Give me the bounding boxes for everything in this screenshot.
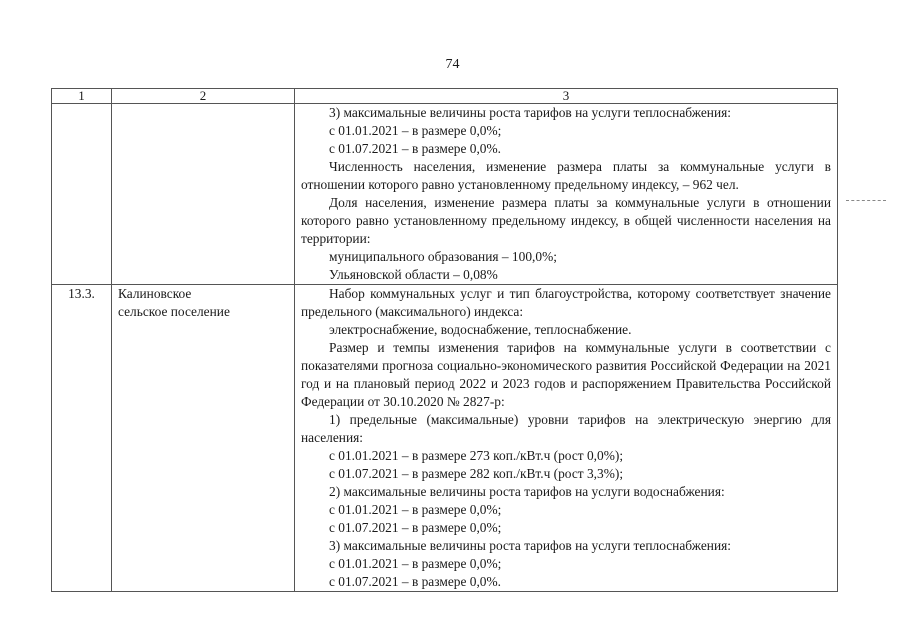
paragraph: с 01.07.2021 – в размере 0,0%; xyxy=(329,520,502,535)
tariff-table xyxy=(51,88,838,592)
table-row-continuation xyxy=(52,104,838,285)
column-header-3: 3 xyxy=(295,89,838,104)
paragraph: Размер и темпы изменения тарифов на коммунальные услуги в соответствии с показателями прогноза социально-экономического развития Российской Федерации на 2021 год и на плановый период 2022 и 2023 годов и распоряжением Правительства Российской Федерации от 30.10.2020 № 2827-р: xyxy=(301,340,831,409)
settlement-name-line: Калиновское xyxy=(118,286,192,301)
row-content xyxy=(295,285,838,592)
settlement-name xyxy=(112,285,295,592)
paragraph: 3) максимальные величины роста тарифов на услуги теплоснабжения: xyxy=(329,538,731,553)
table-header-row xyxy=(52,89,838,104)
paragraph: Набор коммунальных услуг и тип благоустройства, которому соответствует значение предельного (максимального) индекса: xyxy=(301,286,831,319)
paragraph: с 01.01.2021 – в размере 0,0%; xyxy=(329,502,502,517)
settlement-name-line: сельское поселение xyxy=(118,304,230,319)
row-number xyxy=(52,104,112,285)
paragraph: с 01.01.2021 – в размере 273 коп./кВт.ч (рост 0,0%); xyxy=(329,448,624,463)
column-header-2: 2 xyxy=(112,89,295,104)
paragraph: муниципального образования – 100,0%; xyxy=(329,249,557,264)
page-number: 74 xyxy=(445,57,460,72)
row-number: 13.3. xyxy=(52,285,112,592)
table-row-13-3 xyxy=(52,285,838,592)
paragraph: 3) максимальные величины роста тарифов на услуги теплоснабжения: xyxy=(329,105,731,120)
paragraph: Доля населения, изменение размера платы за коммунальные услуги в отношении которого равно установленному предельному индексу, в общей численности населения на территории: xyxy=(301,195,831,246)
column-header-1: 1 xyxy=(52,89,112,104)
paragraph: с 01.07.2021 – в размере 282 коп./кВт.ч (рост 3,3%); xyxy=(329,466,624,481)
paragraph: Численность населения, изменение размера платы за коммунальные услуги в отношении которого равно установленному предельному индексу, – 962 чел. xyxy=(301,159,831,192)
paragraph: с 01.01.2021 – в размере 0,0%; xyxy=(329,123,502,138)
paragraph: с 01.01.2021 – в размере 0,0%; xyxy=(329,556,502,571)
paragraph: 2) максимальные величины роста тарифов на услуги водоснабжения: xyxy=(329,484,725,499)
paragraph: Ульяновской области – 0,08% xyxy=(329,267,498,282)
settlement-name xyxy=(112,104,295,285)
paragraph: с 01.07.2021 – в размере 0,0%. xyxy=(329,574,501,589)
paragraph: 1) предельные (максимальные) уровни тарифов на электрическую энергию для населения: xyxy=(301,412,831,445)
row-content xyxy=(295,104,838,285)
paragraph: с 01.07.2021 – в размере 0,0%. xyxy=(329,141,501,156)
margin-mark xyxy=(846,200,886,201)
paragraph: электроснабжение, водоснабжение, теплоснабжение. xyxy=(329,322,632,337)
